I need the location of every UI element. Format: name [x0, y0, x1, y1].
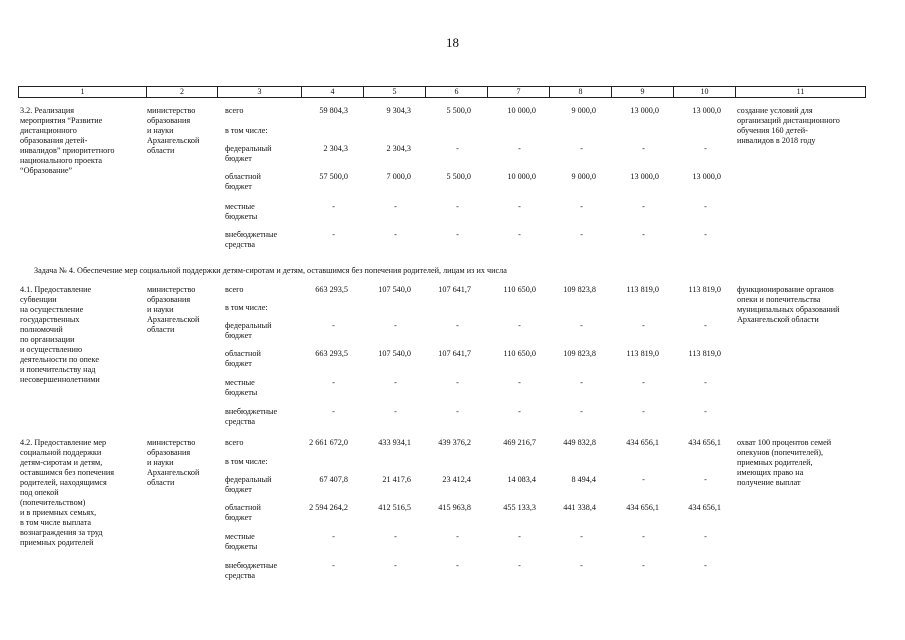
source-label: федеральный бюджет	[225, 321, 272, 340]
empty-value: -	[456, 407, 459, 416]
empty-value: -	[394, 321, 397, 330]
amount-value: 107 540,0	[378, 349, 411, 358]
empty-value: -	[518, 202, 521, 211]
amount-value: 439 376,2	[438, 438, 471, 447]
amount-value: 663 293,5	[315, 349, 348, 358]
source-label: местные бюджеты	[225, 532, 258, 551]
source-label: в том числе:	[225, 457, 268, 466]
empty-value: -	[332, 230, 335, 239]
header-cell: 3	[218, 87, 302, 97]
amount-value: 113 819,0	[626, 349, 659, 358]
header-cell: 10	[674, 87, 736, 97]
empty-value: -	[518, 378, 521, 387]
source-label: областной бюджет	[225, 172, 261, 191]
amount-value: 412 516,5	[378, 503, 411, 512]
header-cell: 2	[147, 87, 218, 97]
amount-value: 434 656,1	[688, 438, 721, 447]
amount-value: 5 500,0	[446, 106, 471, 115]
amount-value: 107 641,7	[438, 285, 471, 294]
amount-value: 434 656,1	[626, 503, 659, 512]
empty-value: -	[704, 230, 707, 239]
empty-value: -	[642, 532, 645, 541]
empty-value: -	[332, 532, 335, 541]
empty-value: -	[332, 407, 335, 416]
empty-value: -	[642, 144, 645, 153]
empty-value: -	[642, 230, 645, 239]
amount-value: 2 594 264,2	[309, 503, 348, 512]
measure-name: 3.2. Реализация мероприятия “Развитие дистанционного образования детей- инвалидов” приоритетного национального проекта “Образование”	[20, 106, 115, 175]
amount-value: 57 500,0	[319, 172, 348, 181]
empty-value: -	[456, 144, 459, 153]
amount-value: 2 304,3	[386, 144, 411, 153]
executor: министерство образования и науки Архангельской области	[147, 106, 200, 155]
amount-value: 59 804,3	[319, 106, 348, 115]
header-cell: 11	[796, 87, 805, 96]
header-cell: 5	[364, 87, 426, 97]
source-label: всего	[225, 438, 244, 447]
empty-value: -	[456, 230, 459, 239]
executor: министерство образования и науки Архангельской области	[147, 285, 200, 334]
empty-value: -	[394, 230, 397, 239]
empty-value: -	[456, 378, 459, 387]
empty-value: -	[642, 407, 645, 416]
amount-value: 9 000,0	[571, 172, 596, 181]
source-label: внебюджетные средства	[225, 230, 278, 249]
amount-value: 455 133,3	[503, 503, 536, 512]
empty-value: -	[518, 532, 521, 541]
amount-value: 10 000,0	[507, 106, 536, 115]
amount-value: 7 000,0	[386, 172, 411, 181]
empty-value: -	[456, 561, 459, 570]
amount-value: 663 293,5	[315, 285, 348, 294]
source-label: всего	[225, 106, 244, 115]
empty-value: -	[704, 407, 707, 416]
source-label: федеральный бюджет	[225, 144, 272, 163]
measure-name: 4.2. Предоставление мер социальной поддержки детям-сиротам и детям, оставшимся без попечения родителей, находящимся под опекой (попечительством) и в приемных семьях, в том числе выплата вознаграждения за труд приемных родителей	[20, 438, 115, 547]
amount-value: 441 338,4	[563, 503, 596, 512]
empty-value: -	[394, 202, 397, 211]
page-number: 18	[446, 35, 459, 50]
empty-value: -	[642, 475, 645, 484]
amount-value: 5 500,0	[446, 172, 471, 181]
header-cell: 4	[302, 87, 364, 97]
empty-value: -	[642, 321, 645, 330]
empty-value: -	[704, 532, 707, 541]
measure-name: 4.1. Предоставление субвенции на осуществление государственных полномочий по организации и осуществлению деятельности по опеке и попечительству над несовершеннолетними	[20, 285, 100, 384]
empty-value: -	[518, 407, 521, 416]
empty-value: -	[518, 561, 521, 570]
amount-value: 14 083,4	[507, 475, 536, 484]
empty-value: -	[704, 475, 707, 484]
amount-value: 67 407,8	[319, 475, 348, 484]
amount-value: 434 656,1	[626, 438, 659, 447]
empty-value: -	[580, 321, 583, 330]
empty-value: -	[580, 202, 583, 211]
empty-value: -	[642, 202, 645, 211]
task-heading: Задача № 4. Обеспечение мер социальной поддержки детям-сиротам и детям, оставшимся без попечения родителей, лицам из их числа	[34, 266, 507, 275]
expected-result: создание условий для организаций дистанционного обучения 160 детей- инвалидов в 2018 году	[737, 106, 840, 145]
amount-value: 113 819,0	[688, 285, 721, 294]
amount-value: 434 656,1	[688, 503, 721, 512]
empty-value: -	[332, 561, 335, 570]
amount-value: 9 304,3	[386, 106, 411, 115]
empty-value: -	[580, 532, 583, 541]
amount-value: 13 000,0	[630, 172, 659, 181]
source-label: местные бюджеты	[225, 202, 258, 221]
amount-value: 449 832,8	[563, 438, 596, 447]
empty-value: -	[642, 378, 645, 387]
empty-value: -	[518, 321, 521, 330]
empty-value: -	[394, 561, 397, 570]
empty-value: -	[580, 407, 583, 416]
empty-value: -	[394, 378, 397, 387]
amount-value: 113 819,0	[626, 285, 659, 294]
source-label: внебюджетные средства	[225, 407, 278, 426]
amount-value: 10 000,0	[507, 172, 536, 181]
amount-value: 2 304,3	[323, 144, 348, 153]
empty-value: -	[332, 321, 335, 330]
source-label: внебюджетные средства	[225, 561, 278, 580]
expected-result: функционирование органов опеки и попечительства муниципальных образований Архангельской области	[737, 285, 840, 324]
source-label: в том числе:	[225, 126, 268, 135]
table-header-row	[18, 86, 866, 98]
amount-value: 23 412,4	[442, 475, 471, 484]
empty-value: -	[580, 230, 583, 239]
empty-value: -	[704, 202, 707, 211]
source-label: всего	[225, 285, 244, 294]
source-label: федеральный бюджет	[225, 475, 272, 494]
header-cell: 8	[550, 87, 612, 97]
amount-value: 469 216,7	[503, 438, 536, 447]
empty-value: -	[704, 561, 707, 570]
amount-value: 415 963,8	[438, 503, 471, 512]
amount-value: 13 000,0	[630, 106, 659, 115]
empty-value: -	[580, 378, 583, 387]
amount-value: 110 650,0	[503, 349, 536, 358]
empty-value: -	[518, 144, 521, 153]
header-cell: 1	[19, 87, 147, 97]
amount-value: 433 934,1	[378, 438, 411, 447]
executor: министерство образования и науки Архангельской области	[147, 438, 200, 487]
amount-value: 21 417,6	[382, 475, 411, 484]
amount-value: 109 823,8	[563, 349, 596, 358]
amount-value: 9 000,0	[571, 106, 596, 115]
header-cell: 9	[612, 87, 674, 97]
empty-value: -	[580, 561, 583, 570]
empty-value: -	[456, 202, 459, 211]
empty-value: -	[704, 144, 707, 153]
empty-value: -	[456, 321, 459, 330]
empty-value: -	[704, 321, 707, 330]
amount-value: 13 000,0	[692, 172, 721, 181]
expected-result: охват 100 процентов семей опекунов (попечителей), приемных родителей, имеющих право на получение выплат	[737, 438, 832, 487]
amount-value: 2 661 672,0	[309, 438, 348, 447]
amount-value: 113 819,0	[688, 349, 721, 358]
amount-value: 107 641,7	[438, 349, 471, 358]
empty-value: -	[456, 532, 459, 541]
empty-value: -	[580, 144, 583, 153]
empty-value: -	[394, 532, 397, 541]
amount-value: 109 823,8	[563, 285, 596, 294]
amount-value: 8 494,4	[571, 475, 596, 484]
source-label: местные бюджеты	[225, 378, 258, 397]
empty-value: -	[332, 378, 335, 387]
empty-value: -	[704, 378, 707, 387]
empty-value: -	[394, 407, 397, 416]
source-label: в том числе:	[225, 303, 268, 312]
source-label: областной бюджет	[225, 349, 261, 368]
header-cell: 7	[488, 87, 550, 97]
empty-value: -	[518, 230, 521, 239]
amount-value: 107 540,0	[378, 285, 411, 294]
source-label: областной бюджет	[225, 503, 261, 522]
empty-value: -	[642, 561, 645, 570]
amount-value: 13 000,0	[692, 106, 721, 115]
amount-value: 110 650,0	[503, 285, 536, 294]
header-cell: 6	[426, 87, 488, 97]
empty-value: -	[332, 202, 335, 211]
